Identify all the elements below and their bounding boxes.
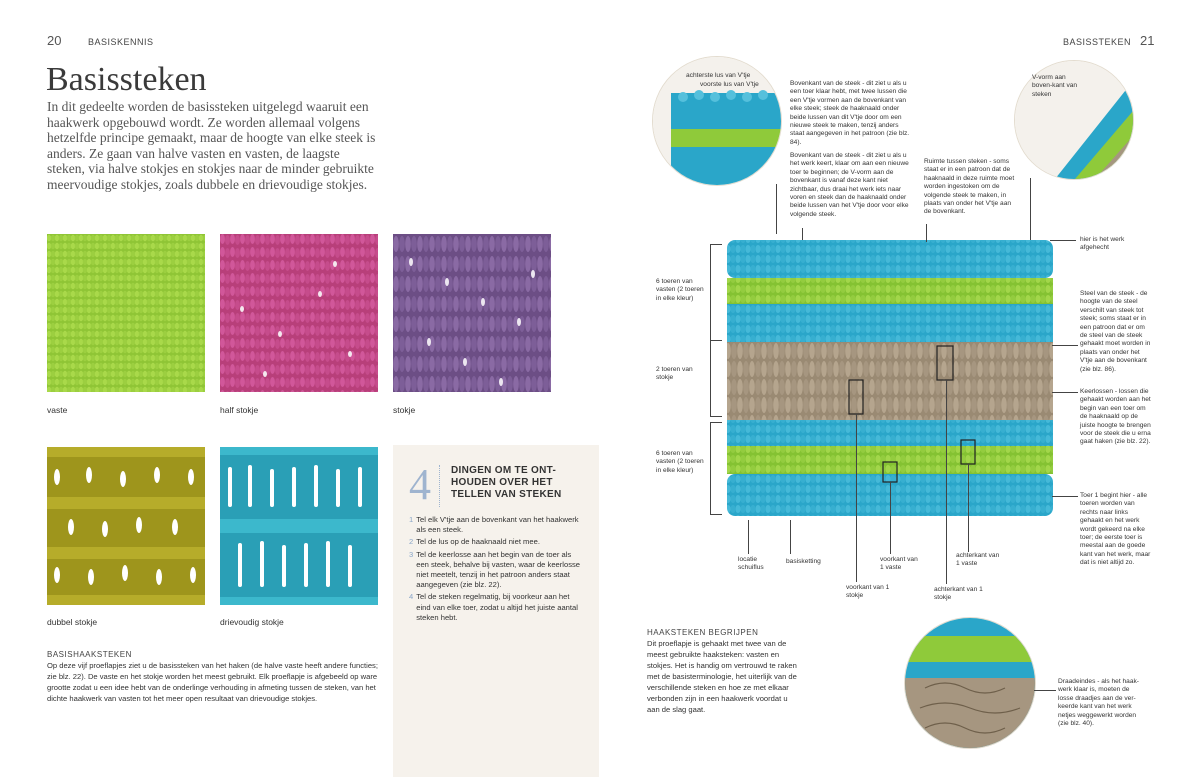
intro-text: In dit gedeelte worden de basissteken uitgelegd waaruit een haakwerk opgebouwd wordt. Ze worden allemaal volgens hetzelfde principe gemaakt, maar de hoogte van elke steek is anders. Ze gaan van halve vasten en vasten, de laagste steken, via halve stokjes en stokjes naar de minder gebruikte meervoudige stokjes, zoals dubbele en drievoudige stokjes.	[47, 99, 376, 192]
label-bovenkant-2: Bovenkant van de steek - dit ziet u als u het werk keert, klaar om aan een nieuwe toer te beginnen; de V-vorm aan de bovenkant is vanaf deze kant niet zichtbaar, dus draai het werk iets naar voren en steek dan de haaknaald onder beide lussen van het V'tje door voor elke volgende steek.	[790, 152, 909, 218]
swatch-stokje	[393, 234, 551, 392]
caption-stokje: stokje	[393, 405, 416, 415]
caption-vaste: vaste	[47, 405, 68, 415]
bracket-line	[710, 422, 722, 423]
bracket-line	[710, 416, 722, 417]
leader-line	[1052, 345, 1078, 346]
label-v-vorm: V-vorm aan boven-kant van steken	[1032, 74, 1078, 98]
detail-circle-bottom	[904, 617, 1036, 749]
leader-line	[946, 380, 947, 584]
caption-drievoudig-stokje: drievoudig stokje	[220, 617, 284, 627]
basis-heading: BASISHAAKSTEKEN	[47, 650, 132, 659]
leader-line	[1052, 496, 1078, 497]
bracket-line	[710, 340, 722, 341]
running-head-left: BASISKENNIS	[88, 37, 154, 47]
basis-text: Op deze vijf proeflapjes ziet u de basissteken van het haken (de halve vaste heeft andere functies; zie blz. 22). De vaste en het stokje worden het meest gebruikt. Elk proeflapje is afgebeeld op ware grootte zodat u een idee hebt van de onderlinge verhouding in afmeting tussen de steken, van het dichte haakwerk van vasten tot het meer open resultaat van drievoudige stokjes.	[47, 661, 378, 703]
tips-divider	[439, 465, 441, 507]
label-locatie: locatie schuiflus	[738, 556, 764, 572]
leader-line	[856, 414, 857, 582]
label-zes-vasten-top: 6 toeren van vasten (2 toeren in elke kleur)	[656, 278, 704, 302]
leader-line	[802, 228, 803, 240]
leader-line	[748, 520, 749, 554]
tips-title: DINGEN OM TE ONT-HOUDEN OVER HET TELLEN VAN STEKEN	[451, 465, 562, 500]
tip-item: 4 Tel de steken regelmatig, bij voorkeur aan het eind van elke toer, zodat u altijd het juiste aantal steken hebt.	[409, 592, 578, 622]
folio-left: 20	[47, 33, 62, 48]
label-basisketting: basisketting	[786, 558, 821, 565]
label-keerlossen: Keerlossen - lossen die gehaakt worden aan het begin van een toer om de haaknaald op de juiste hoogte te brengen voor de steek die u erna gaat haken (zie blz. 22).	[1080, 388, 1151, 446]
leader-line	[1050, 240, 1076, 241]
bracket-line	[710, 244, 711, 416]
detail-image	[905, 618, 1035, 748]
page-title: Basissteken	[46, 61, 207, 98]
label-steel: Steel van de steek - de hoogte van de steel verschilt van steek tot steek; soms staat er in een patroon dat er om de steel van de steek gehaakt moet worden in plaats van onder het V'tje aan de bovenkant (zie blz. 86).	[1080, 290, 1151, 373]
leader-line	[1052, 392, 1078, 393]
leader-line	[776, 184, 777, 234]
caption-half-stokje: half stokje	[220, 405, 259, 415]
tip-item: 3 Tel de keerlosse aan het begin van de toer als een steek, behalve bij vasten, waar de keerlosse niet meetelt, tenzij in het patroon anders staat aangegeven (zie blz. 22).	[409, 549, 581, 590]
running-head-right: BASISSTEKEN	[1063, 37, 1132, 47]
tips-panel	[393, 445, 599, 777]
swatch-dubbel-stokje	[47, 447, 205, 605]
tip-item: 2 Tel de lus op de haaknaald niet mee.	[409, 537, 540, 547]
label-draadeindes: Draadeindes - als het haak-werk klaar is, moeten de losse draadjes aan de ver-keerde kant van het werk netjes weggewerkt worden (zie blz. 40).	[1058, 678, 1140, 728]
label-voorkant-vaste: voorkant van 1 vaste	[880, 556, 918, 572]
label-voorste-lus: voorste lus van V'tje	[700, 81, 759, 88]
label-ruimte: Ruimte tussen steken - soms staat er in een patroon dat de haaknaald in deze ruimte moet worden ingestoken om de volgende steek te maken, in plaats van onder het V'tje aan de bovenkant.	[924, 158, 1015, 216]
bracket-line	[710, 244, 722, 245]
tips-number: 4	[409, 460, 431, 509]
label-toer1: Toer 1 begint hier - alle toeren worden van rechts naar links gehaakt en het werk wordt gekeerd na elke toer; de eerste toer is meestal aan de goede kant van het werk, maar dat is niet altijd zo.	[1080, 492, 1151, 567]
label-zes-vasten-bottom: 6 toeren van vasten (2 toeren in elke kleur)	[656, 450, 704, 474]
label-twee-stokje: 2 toeren van stokje	[656, 366, 693, 382]
leader-line	[890, 482, 891, 554]
caption-dubbel-stokje: dubbel stokje	[47, 617, 98, 627]
swatch-drievoudig-stokje	[220, 447, 378, 605]
label-voorkant-stokje: voorkant van 1 stokje	[846, 584, 890, 600]
label-achterste-lus: achterste lus van V'tje	[686, 72, 751, 79]
leader-line	[1034, 690, 1056, 691]
haaksteken-heading: HAAKSTEKEN BEGRIJPEN	[647, 628, 759, 637]
bracket-line	[710, 422, 711, 514]
swatch-vaste	[47, 234, 205, 392]
folio-right: 21	[1140, 33, 1155, 48]
label-bovenkant-1: Bovenkant van de steek - dit ziet u als u een toer klaar hebt, met twee lussen die een V'tje vormen aan de bovenkant van elke steek; steek de haaknaald onder beide lussen van dit V'tje door om een nieuwe steek te maken, tenzij anders staat aangegeven in het patroon (zie blz. 84).	[790, 80, 910, 146]
label-afgehecht: hier is het werk afgehecht	[1080, 236, 1125, 252]
leader-line	[926, 224, 927, 242]
leader-line	[968, 464, 969, 552]
label-achterkant-vaste: achterkant van 1 vaste	[956, 552, 1000, 568]
tips-list	[409, 515, 585, 623]
tip-item: 1 Tel elk V'tje aan de bovenkant van het haakwerk als een steek.	[409, 515, 579, 535]
haaksteken-text: Dit proeflapje is gehaakt met twee van de meest gebruikte haaksteken: vasten en stokjes. Het is handig om vertrouwd te raken met de basisterminologie, het uiterlijk van de verschillende steken en hoe ze met elkaar verbonden zijn in een haakwerk voordat u aan de slag gaat.	[647, 639, 797, 714]
leader-line	[1030, 178, 1031, 240]
bracket-line	[710, 514, 722, 515]
swatch-half-stokje	[220, 234, 378, 392]
leader-line	[790, 520, 791, 554]
label-achterkant-stokje: achterkant van 1 stokje	[934, 586, 983, 602]
main-swatch	[725, 234, 1055, 520]
